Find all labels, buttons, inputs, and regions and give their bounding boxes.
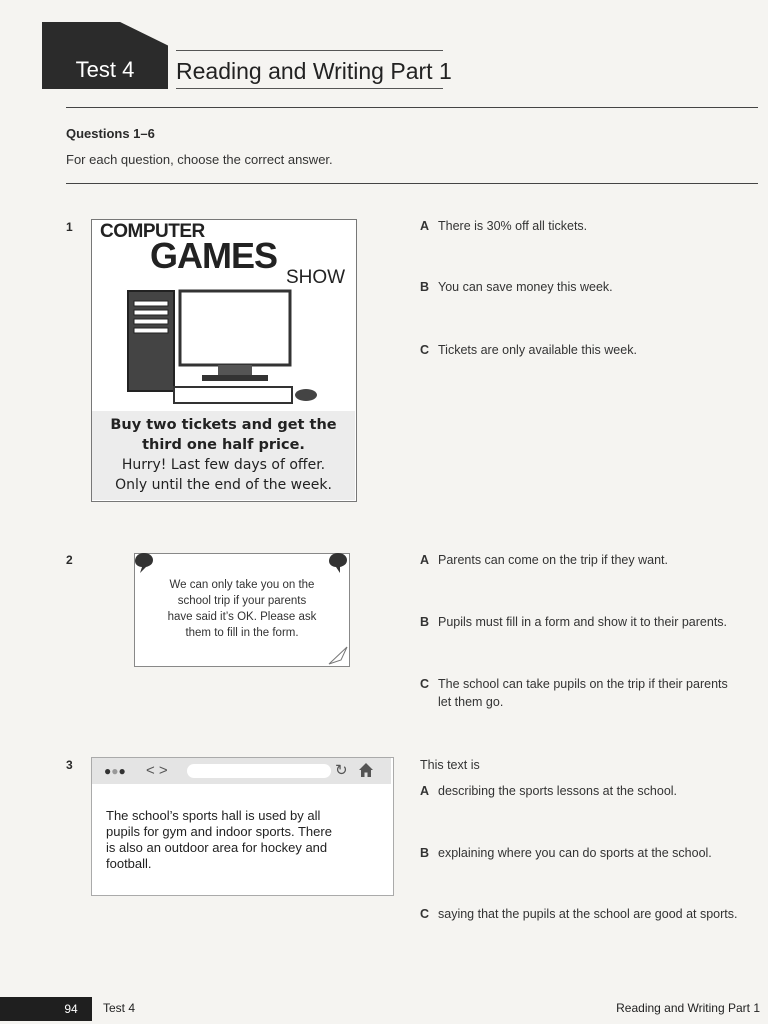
page-number: 94 bbox=[64, 1002, 78, 1016]
webpage-text: The school’s sports hall is used by all pupils for gym and indoor sports. There is also an outdoor area for hockey and football. bbox=[106, 808, 332, 871]
q3-option-a[interactable]: A describing the sports lessons at the school. bbox=[420, 784, 678, 798]
poster-title-computer: COMPUTER bbox=[100, 221, 205, 242]
address-bar bbox=[187, 764, 331, 778]
question-number: 3 bbox=[66, 758, 73, 772]
section-divider-bottom bbox=[66, 183, 758, 184]
section-divider-top bbox=[66, 107, 758, 108]
poster-title-games: GAMES bbox=[150, 235, 278, 276]
questions-range: Questions 1–6 bbox=[66, 126, 155, 141]
pin-icon bbox=[134, 552, 154, 574]
pin-icon bbox=[328, 552, 348, 574]
title-rule-bottom bbox=[176, 88, 443, 89]
footer-test-label: Test 4 bbox=[103, 1001, 136, 1015]
q2-option-c[interactable]: C The school can take pupils on the trip if their parents let them go. bbox=[420, 677, 728, 709]
poster-offer-text: Hurry! Last few days of offer. Only until the end of the week. bbox=[115, 457, 332, 493]
reload-icon: ↻ bbox=[335, 762, 348, 779]
poster-title-show: SHOW bbox=[286, 267, 346, 288]
question-number: 2 bbox=[66, 553, 73, 567]
footer-section-label: Reading and Writing Part 1 bbox=[616, 1001, 760, 1015]
home-icon bbox=[358, 762, 374, 778]
test-label: Test 4 bbox=[75, 57, 135, 82]
poster-offer-bold: Buy two tickets and get the third one half price. bbox=[110, 417, 337, 453]
q3-option-b[interactable]: B explaining where you can do sports at the school. bbox=[420, 846, 712, 860]
q1-option-c[interactable]: C Tickets are only available this week. bbox=[420, 343, 637, 357]
note-text: We can only take you on the school trip if your parents have said it’s OK. Please ask them to fill in the form. bbox=[167, 579, 317, 639]
q1-option-b[interactable]: B You can save money this week. bbox=[420, 280, 613, 294]
folded-corner-icon bbox=[327, 646, 349, 666]
q3-option-c[interactable]: C saying that the pupils at the school are good at sports. bbox=[420, 907, 738, 921]
question-number: 1 bbox=[66, 220, 73, 234]
window-dots-icon: ●●● bbox=[104, 764, 126, 778]
page-title: Reading and Writing Part 1 bbox=[176, 58, 452, 84]
back-forward-icon: < > bbox=[146, 762, 168, 779]
q2-option-b[interactable]: B Pupils must fill in a form and show it to their parents. bbox=[420, 615, 728, 629]
q1-option-a[interactable]: A There is 30% off all tickets. bbox=[420, 219, 588, 233]
title-rule-top bbox=[176, 50, 443, 51]
q3-stem: This text is bbox=[420, 758, 480, 772]
computer-icon bbox=[126, 289, 322, 405]
q2-option-a[interactable]: A Parents can come on the trip if they want. bbox=[420, 553, 668, 567]
instruction: For each question, choose the correct answer. bbox=[66, 152, 333, 167]
